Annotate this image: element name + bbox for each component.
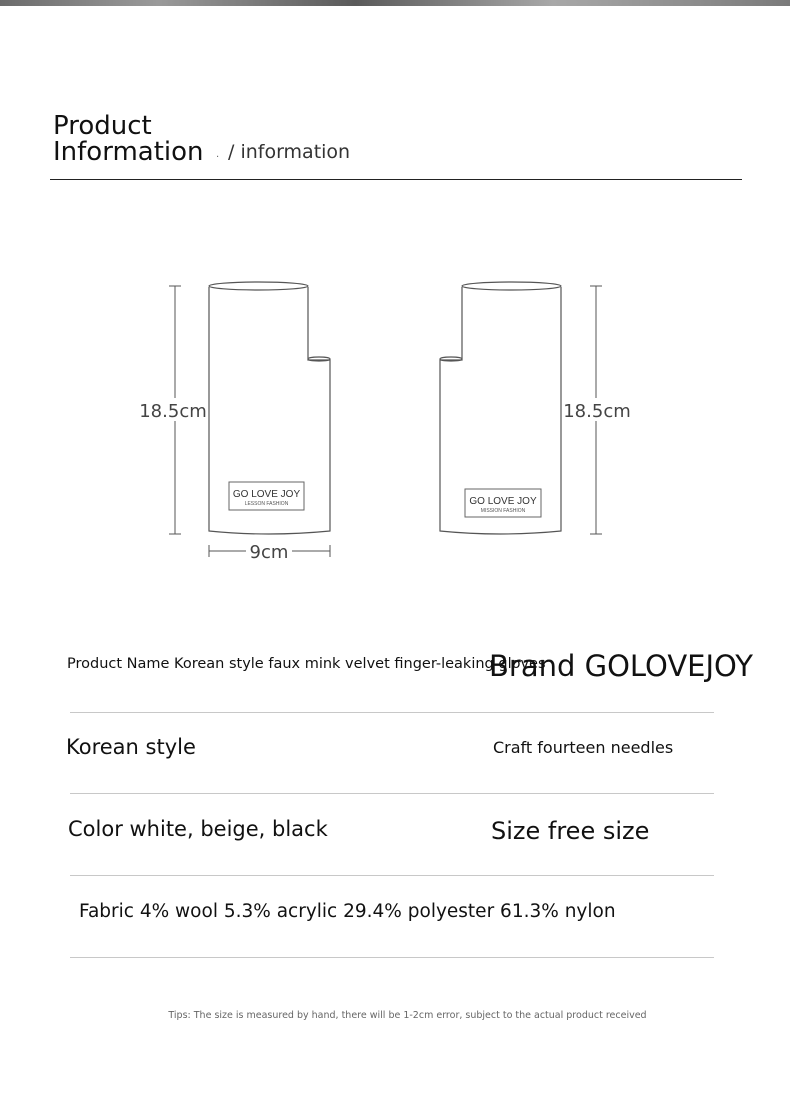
spec-row-divider bbox=[70, 793, 714, 794]
section-title-line1: Product bbox=[53, 111, 152, 141]
title-separator-dot: · bbox=[216, 152, 220, 163]
width-label: 9cm bbox=[249, 542, 289, 563]
spec-color: Color white, beige, black bbox=[68, 817, 328, 841]
spec-brand: Brand GOLOVEJOY bbox=[489, 649, 754, 683]
spec-craft: Craft fourteen needles bbox=[493, 738, 674, 757]
spec-fabric: Fabric 4% wool 5.3% acrylic 29.4% polyester 61.3% nylon bbox=[79, 901, 616, 922]
left-height-label: 18.5cm bbox=[139, 401, 207, 422]
section-subtitle: / information bbox=[228, 141, 351, 163]
spec-row-divider bbox=[70, 712, 714, 713]
right-tag-brand: GO LOVE JOY bbox=[469, 496, 537, 507]
spec-style: Korean style bbox=[66, 735, 196, 759]
spec-row-divider bbox=[70, 875, 714, 876]
left-tag-sub: LESSON FASHION bbox=[244, 501, 289, 507]
spec-row-divider bbox=[70, 957, 714, 958]
left-tag-brand: GO LOVE JOY bbox=[232, 489, 301, 500]
section-title-line2: Information bbox=[53, 137, 204, 167]
spec-size: Size free size bbox=[491, 817, 650, 845]
measurement-tips: Tips: The size is measured by hand, there will be 1-2cm error, subject to the actual product received bbox=[168, 1010, 647, 1021]
spec-product-name: Product Name Korean style faux mink velvet finger-leaking gloves bbox=[67, 656, 546, 672]
right-tag-sub: MISSION FASHION bbox=[480, 508, 526, 514]
right-height-label: 18.5cm bbox=[563, 401, 631, 422]
